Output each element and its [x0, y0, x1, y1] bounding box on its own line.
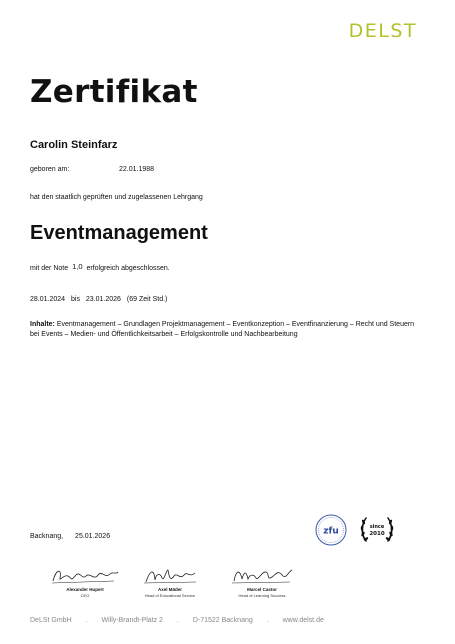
grade-row [30, 263, 170, 272]
signature-image-2 [140, 566, 200, 586]
date-to: 23.01.2026 [85, 296, 121, 303]
footer-company: DeLSt GmbH [30, 617, 72, 624]
signature-role-2: Head of Educational Service [144, 593, 196, 598]
signature-block-3 [217, 566, 307, 598]
footer-separator-2: . [176, 617, 179, 624]
date-range [30, 296, 171, 303]
footer-city: D-71522 Backnang [192, 617, 253, 624]
signature-block-1 [40, 566, 130, 598]
since-label: since [369, 524, 385, 530]
signature-image-1 [50, 566, 120, 586]
footer-web: www.delst.de [282, 617, 324, 624]
date-from: 28.01.2024 [30, 296, 66, 303]
course-content [30, 320, 425, 340]
signature-role-1: CEO [80, 593, 90, 598]
signature-block-2 [125, 566, 215, 598]
content-text: Eventmanagement – Grundlagen Projektmanagement – Eventkonzeption – Eventfinanzierung – Recht und Steuern bei Events – Medien- und Öffentlichkeitsarbeit – Erfolgskontrolle und Nachbearbeitung [30, 321, 415, 338]
place: Backnang, [30, 533, 64, 540]
birth-label: geboren am: [30, 166, 70, 173]
place-date [30, 533, 110, 540]
footer-street: Willy-Brandt-Platz 2 [101, 617, 163, 624]
delst-logo: DELST [348, 20, 417, 42]
issue-date: 25.01.2026 [75, 533, 111, 540]
duration: (69 Zeit Std.) [126, 296, 168, 303]
birth-date: 22.01.1988 [119, 166, 155, 173]
signature-name-1: Alexander Hupert [66, 587, 104, 592]
signature-name-3: Marcel Castor [247, 587, 277, 592]
footer-separator-1: . [85, 617, 88, 624]
content-label: Inhalte: [30, 321, 55, 328]
certificate-title: Zertifikat [30, 74, 198, 110]
footer [30, 617, 430, 624]
since-badge [358, 512, 396, 553]
signature-image-3 [230, 566, 294, 586]
birth-row [30, 166, 155, 173]
zfu-text: zfu [323, 526, 339, 537]
grade-suffix: erfolgreich abgeschlossen. [86, 265, 170, 272]
date-separator: bis [71, 296, 80, 303]
since-year: 2010 [369, 531, 385, 537]
signature-name-2: Axel Mäder [157, 587, 182, 592]
signature-role-3: Head of Learning Success [238, 593, 286, 598]
course-title: Eventmanagement [30, 222, 208, 244]
zfu-seal [315, 514, 347, 551]
grade-value: 1,0 [72, 262, 83, 271]
footer-separator-3: . [266, 617, 269, 624]
intro-text: hat den staatlich geprüften und zugelassenen Lehrgang [30, 194, 203, 201]
grade-prefix: mit der Note [30, 265, 69, 272]
recipient-name: Carolin Steinfarz [30, 139, 118, 151]
